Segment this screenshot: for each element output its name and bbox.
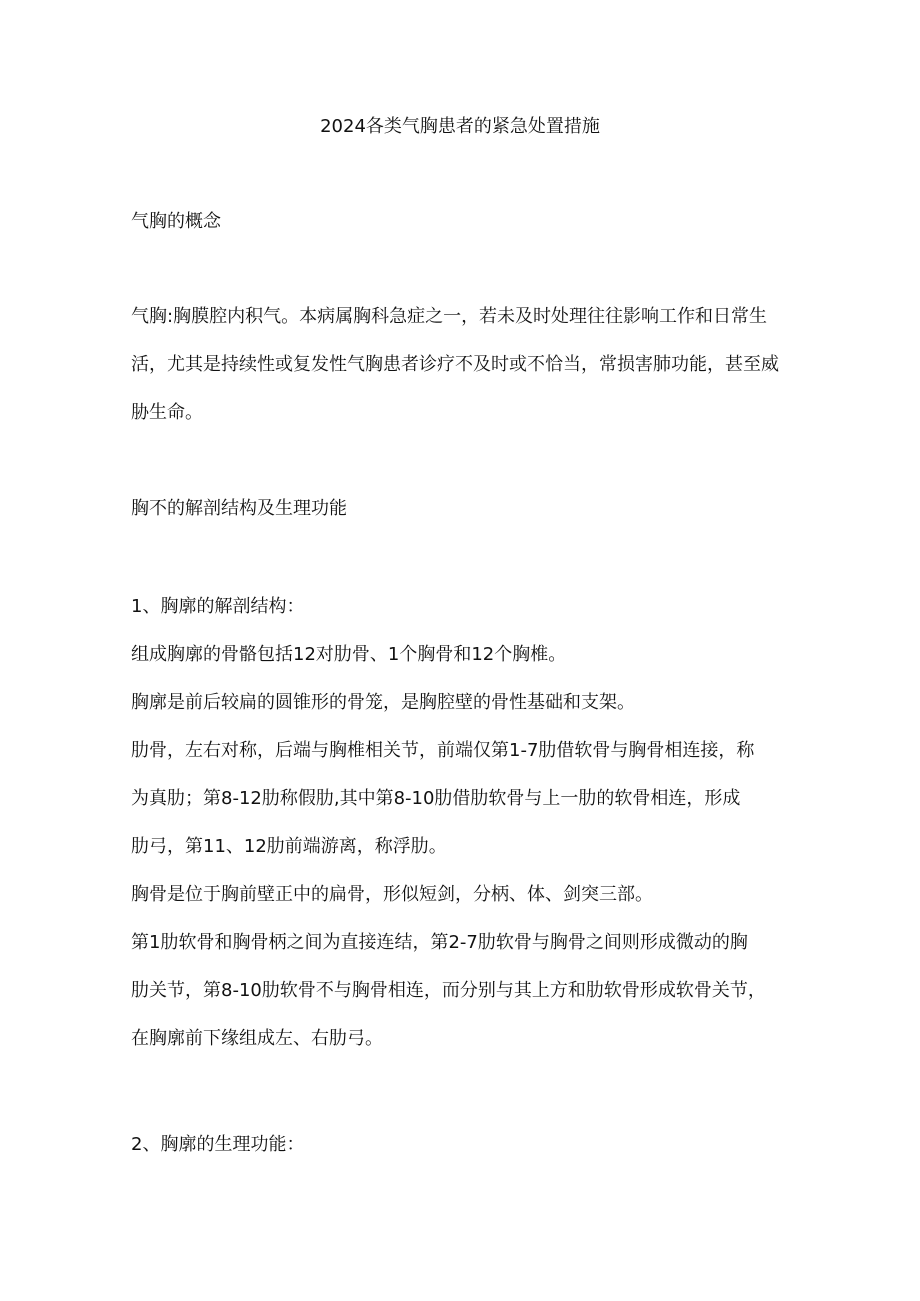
structure-line-7: 第1肋软骨和胸骨柄之间为直接连结，第2-7肋软骨与胸骨之间则形成微动的胸 bbox=[131, 932, 748, 953]
structure-heading: 1、胸廓的解剖结构： bbox=[131, 596, 305, 617]
function-heading: 2、胸廓的生理功能： bbox=[131, 1134, 305, 1155]
concept-paragraph-line-2: 活，尤其是持续性或复发性气胸患者诊疗不及时或不恰当，常损害肺功能，甚至威 bbox=[131, 354, 779, 375]
concept-paragraph-line-1: 气胸:胸膜腔内积气。本病属胸科急症之一，若未及时处理往往影响工作和日常生 bbox=[131, 306, 768, 327]
page-title: 2024各类气胸患者的紧急处置措施 bbox=[320, 116, 600, 137]
structure-line-1: 组成胸廓的骨骼包括12对肋骨、1个胸骨和12个胸椎。 bbox=[131, 644, 567, 665]
concept-paragraph-line-3: 胁生命。 bbox=[131, 402, 203, 423]
structure-line-9: 在胸廓前下缘组成左、右肋弓。 bbox=[131, 1028, 383, 1049]
structure-line-3: 肋骨，左右对称，后端与胸椎相关节，前端仅第1-7肋借软骨与胸骨相连接，称 bbox=[131, 740, 755, 761]
anatomy-heading: 胸不的解剖结构及生理功能 bbox=[131, 498, 347, 519]
concept-heading: 气胸的概念 bbox=[131, 211, 221, 232]
structure-line-8: 肋关节，第8-10肋软骨不与胸骨相连，而分别与其上方和肋软骨形成软骨关节， bbox=[131, 980, 766, 1001]
structure-line-6: 胸骨是位于胸前壁正中的扁骨，形似短剑，分柄、体、剑突三部。 bbox=[131, 884, 653, 905]
structure-line-4: 为真肋；第8-12肋称假肋,其中第8-10肋借肋软骨与上一肋的软骨相连，形成 bbox=[131, 788, 741, 809]
structure-line-5: 肋弓，第11、12肋前端游离，称浮肋。 bbox=[131, 836, 447, 857]
structure-line-2: 胸廓是前后较扁的圆锥形的骨笼，是胸腔壁的骨性基础和支架。 bbox=[131, 692, 635, 713]
